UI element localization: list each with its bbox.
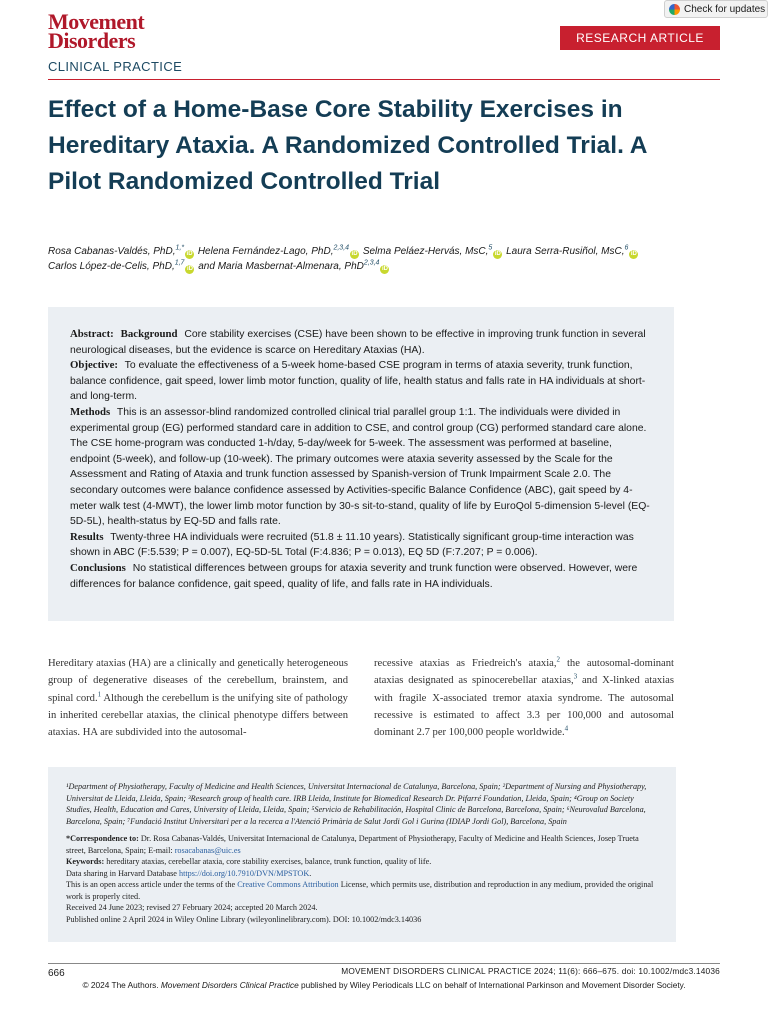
- author-list: [48, 244, 728, 274]
- author-affiliation-ref: 1,7: [174, 259, 185, 267]
- data-sharing-text: Data sharing in Harvard Database: [66, 868, 179, 878]
- orcid-icon[interactable]: iD: [186, 266, 193, 272]
- affiliations: ¹Department of Physiotherapy, Faculty of Medicine and Health Sciences, Universitat Internacional de Catalunya, Barcelona, Spain; ²Department of Nursing and Physiotherapy, Universitat de Lleida, Lleida, Spain; ³Research group of health care. IRB Lleida, Institute for Biomedical Research Dr. Pifarré Foundation, Lleida, Spain; ⁴Group on Society Studies, Health, Education and Cares, University of Lleida, Lleida, Spain; ⁵Servicio de Rehabilitación, Hospital Clinic de Barcelona, Barcelona, Spain; ⁶Neurovalud Barcelona, Barcelona, Spain; ⁷Fundació Institut Universitari per a la recerca a l'Atenció Primària de Salut Jordi Gol i Gurina (IDIAP Jordi Gol), Barcelona, Spain: [66, 782, 647, 826]
- orcid-icon[interactable]: iD: [630, 251, 637, 257]
- correspondence-text: Dr. Rosa Cabanas-Valdés, Universitat Internacional de Catalunya, Department of Physiotherapy, Faculty of Medicine and Health Sciences, Josep Trueta street, Barcelona, Spain; E-mail:: [66, 834, 639, 855]
- author-name: Laura Serra-Rusiñol, MsC,: [506, 246, 625, 257]
- data-sharing: [66, 868, 658, 880]
- methods-label: Methods: [70, 405, 111, 418]
- keywords: [66, 856, 658, 868]
- crossmark-icon: [669, 4, 680, 15]
- objective-label: Objective:: [70, 359, 118, 372]
- objective-text: To evaluate the effectiveness of a 5-week home-based CSE program in terms of ataxia severity, trunk function, balance confidence, gait speed, lower limb motor function, quality of life, health status and falls rate in HA individuals at short- and long-term.: [70, 360, 646, 403]
- author-separator: and: [195, 261, 218, 272]
- citation-ref[interactable]: 3: [573, 672, 578, 681]
- citation-ref[interactable]: 4: [564, 724, 569, 733]
- article-notes-panel: [48, 767, 676, 942]
- correspondence: [66, 833, 658, 856]
- author-name: Helena Fernández-Lago, PhD,: [197, 246, 334, 257]
- author-name: Carlos López-de-Celis, PhD,: [48, 261, 175, 272]
- copyright-text: © 2024 The Authors.: [82, 980, 161, 990]
- creative-commons-link[interactable]: Creative Commons Attribution: [237, 880, 339, 889]
- license-text: This is an open access article under the terms of the: [66, 880, 238, 889]
- keywords-label: Keywords:: [66, 857, 105, 866]
- page-number: 666: [48, 968, 65, 979]
- author-affiliation-ref: 2,3,4: [363, 259, 380, 267]
- footer-divider: [48, 963, 720, 964]
- orcid-icon[interactable]: iD: [351, 251, 358, 257]
- abstract-heading: Abstract:: [70, 328, 114, 340]
- title-divider: [48, 79, 720, 80]
- citation-ref[interactable]: 2: [556, 655, 560, 664]
- background-text: Core stability exercises (CSE) have been shown to be effective in improving trunk function in several neurological diseases, but the evidence is scarce on Hereditary Ataxias (HA).: [70, 329, 646, 356]
- author-affiliation-ref: 2,3,4: [333, 244, 350, 252]
- copyright-notice: [0, 980, 768, 990]
- author-affiliation-ref: 5: [488, 244, 493, 252]
- conclusions-label: Conclusions: [70, 561, 126, 574]
- orcid-icon[interactable]: iD: [381, 266, 388, 272]
- body-text: and X-linked ataxias with fragile X-associated tremor ataxia syndrome. The autosomal recessive is estimated to affect 3.3 per 100,000 and autosomal dominant 2.7 per 100,000 people worldwide.: [374, 675, 675, 739]
- author-affiliation-ref: 1,*: [175, 244, 185, 252]
- author-name: Rosa Cabanas-Valdés, PhD,: [48, 246, 176, 257]
- body-text: Although the cerebellum is the unifying site of pathology in inherited cerebellar ataxias, the clinical phenotype differs between ataxias. HA are subdivided into the autosomal-: [48, 692, 348, 739]
- check-for-updates-label: Check for updates: [684, 3, 766, 15]
- correspondence-email-link[interactable]: rosacabanas@uic.es: [174, 845, 241, 855]
- results-text: Twenty-three HA individuals were recruited (51.8 ± 11.10 years). Statistically significant group-time interaction was shown in ABC (F:5.539; P = 0.007), EQ-5D-5L Total (F:4.836; P = 0.013), EQ 5D (F:7.207; P = 0.006).: [70, 531, 634, 559]
- received-dates: Received 24 June 2023; revised 27 February 2024; accepted 20 March 2024.: [66, 903, 318, 912]
- license: [66, 879, 658, 902]
- body-column-right: [374, 655, 674, 741]
- background-label: Background: [120, 328, 178, 340]
- author-name: Selma Peláez-Hervás, MsC,: [362, 246, 489, 257]
- body-column-left: [48, 655, 348, 741]
- methods-text: This is an assessor-blind randomized controlled clinical trial parallel group 1:1. The individuals were divided in experimental group (EG) performed standard care in addition to CSE, and control group (CG) performed standard care alone. The CSE home-program was conducted 1-h/day, 5-day/week for 5-week. The assessment was performed at baseline, endpoint (5-week), and follow-up (10-week). The primary outcomes were ataxia severity assessed by the Scale for the Assessment and Rating of Ataxia and trunk function assessed by Spanish-version of Trunk Impairment Scale 2.0. The secondary outcomes were balance confidence assessed by Activities-specific Balance Confidence (ABC), gait speed by 4-meter walk test (4-MWT), the lower limb motor function by 30-s sit-to-stand, quality of life by EuroQol 5-dimension 5-level (EQ-5D-5L), health-status by EQ-5D and falls rate.: [70, 406, 650, 528]
- abstract-panel: [48, 307, 674, 621]
- data-sharing-link[interactable]: https://doi.org/10.7910/DVN/MPSTOK: [179, 868, 310, 878]
- conclusions-text: No statistical differences between groups for ataxia severity and trunk function were observed. However, were differences for balance confidence, gait speed, quality of life, and falls rate in HA individuals.: [70, 562, 638, 590]
- body-text: the autosomal-dominant ataxias designated as spinocerebellar ataxias,: [374, 658, 674, 687]
- journal-citation: MOVEMENT DISORDERS CLINICAL PRACTICE 2024; 11(6): 666–675. doi: 10.1002/mdc3.14036: [341, 966, 720, 976]
- copyright-journal-name: Movement Disorders Clinical Practice: [160, 980, 299, 990]
- author-affiliation-ref: 6: [624, 244, 629, 252]
- keywords-text: hereditary ataxias, cerebellar ataxia, core stability exercises, balance, trunk function, quality of life.: [104, 857, 432, 866]
- body-text: Hereditary ataxias (HA) are a clinically and genetically heterogeneous group of degenerative diseases of the cerebellum, brainstem, and spinal cord.: [48, 658, 348, 704]
- orcid-icon[interactable]: iD: [186, 251, 193, 257]
- section-label: CLINICAL PRACTICE: [48, 59, 183, 74]
- author-name: Maria Masbernat-Almenara, PhD: [217, 261, 364, 272]
- correspondence-label: *Correspondence to:: [66, 834, 139, 843]
- logo-line-2: Disorders: [48, 28, 136, 53]
- license-text-end: License, which permits use, distribution and reproduction in any medium, provided the original work is properly cited.: [66, 880, 654, 901]
- body-text: recessive ataxias as Friedreich's ataxia,: [374, 658, 557, 669]
- article-type-badge: RESEARCH ARTICLE: [560, 26, 720, 50]
- publication-info: Published online 2 April 2024 in Wiley Online Library (wileyonlinelibrary.com). DOI: 10.1002/mdc3.14036: [66, 914, 422, 924]
- data-sharing-end: .: [309, 868, 312, 878]
- citation-ref[interactable]: 1: [97, 690, 102, 699]
- check-for-updates-button[interactable]: [664, 0, 768, 18]
- orcid-icon[interactable]: iD: [494, 251, 501, 257]
- article-title: Effect of a Home-Base Core Stability Exercises in Hereditary Ataxia. A Randomized Controlled Trial. A Pilot Randomized Controlled Trial: [48, 96, 647, 195]
- logo-line-1: Movement: [48, 9, 145, 34]
- results-label: Results: [70, 530, 104, 543]
- journal-logo: [48, 9, 145, 53]
- copyright-text-end: published by Wiley Periodicals LLC on behalf of International Parkinson and Movement Disorder Society.: [298, 980, 686, 990]
